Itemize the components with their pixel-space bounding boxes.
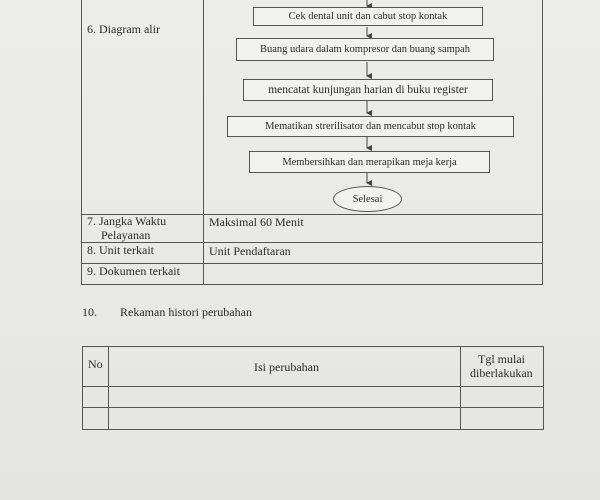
flow-step-3-text: mencatat kunjungan harian di buku register [268, 84, 468, 96]
row-service-time-label-cont: Pelayanan [101, 228, 151, 242]
flow-step-1-text: Cek dental unit dan cabut stop kontak [288, 11, 448, 22]
flow-step-2 [236, 38, 494, 61]
row-flowchart-label: 6. Diagram alir [87, 22, 160, 36]
flow-end [333, 186, 402, 212]
row-related-unit-value: Unit Pendaftaran [209, 244, 291, 258]
history-header-change: Isi perubahan [254, 360, 319, 374]
history-header-date-line2: diberlakukan [470, 366, 533, 380]
flow-step-4-text: Mematikan strerilisator dan mencabut stop kontak [265, 121, 476, 132]
flow-end-text: Selesai [352, 193, 383, 205]
row-service-time-value: Maksimal 60 Menit [209, 215, 304, 229]
history-table [82, 346, 544, 430]
row-related-docs-label: 9. Dokumen terkait [87, 264, 180, 278]
history-section-number: 10. [82, 305, 97, 319]
flow-step-4 [227, 116, 514, 137]
row-service-time-label: 7. Jangka Waktu [87, 214, 167, 228]
row-related-unit-label: 8. Unit terkait [87, 243, 154, 257]
flow-step-5-text: Membersihkan dan merapikan meja kerja [282, 156, 457, 168]
history-section-title: Rekaman histori perubahan [120, 305, 252, 319]
history-header-no: No [88, 357, 103, 371]
flow-step-5 [249, 151, 490, 173]
flow-step-1 [253, 7, 483, 26]
flow-step-2-text: Buang udara dalam kompresor dan buang sampah [260, 44, 470, 55]
history-header-date-line1: Tgl mulai [478, 352, 525, 366]
flow-step-3 [243, 79, 493, 101]
